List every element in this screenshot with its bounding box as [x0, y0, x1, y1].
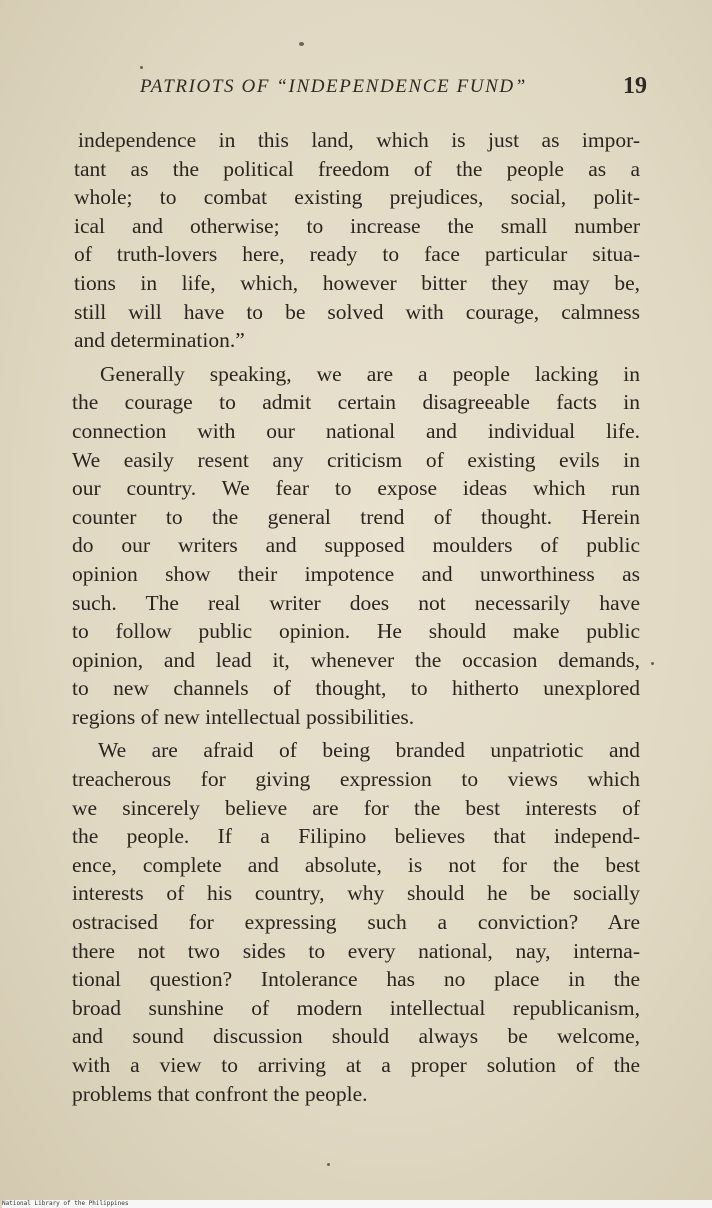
text-line: of truth-lovers here, ready to face particular situa- [74, 242, 640, 267]
page-speck [140, 66, 143, 69]
text-line: interests of his country, why should he be socially [72, 881, 640, 906]
text-line: regions of new intellectual possibilities. [72, 704, 415, 729]
text-line: ostracised for expressing such a conviction? Are [72, 910, 640, 935]
text-line: and determination.” [74, 328, 245, 353]
text-line: Generally speaking, we are a people lacking in [100, 361, 640, 386]
text-line: still will have to be solved with courage, calmness [74, 299, 640, 324]
paragraph-2 [72, 360, 640, 732]
text-line: opinion show their impotence and unworthiness as [72, 561, 640, 586]
text-line: connection with our national and individual life. [72, 418, 640, 443]
text-line: do our writers and supposed moulders of public [72, 533, 640, 558]
page-header [140, 73, 650, 102]
paragraph-3 [72, 736, 640, 1108]
library-credit: National Library of the Philippines [2, 1200, 712, 1208]
text-line: problems that confront the people. [72, 1081, 368, 1106]
text-line: we sincerely believe are for the best interests of [72, 795, 640, 820]
page-number: 19 [623, 73, 647, 99]
text-line: the courage to admit certain disagreeable facts in [72, 390, 640, 415]
text-line: treacherous for giving expression to views which [72, 767, 640, 792]
text-line: to follow public opinion. He should make public [72, 619, 640, 644]
text-line: counter to the general trend of thought. Herein [72, 504, 640, 529]
text-line: whole; to combat existing prejudices, social, polit- [74, 185, 640, 210]
text-line: with a view to arriving at a proper solution of the [72, 1053, 640, 1077]
text-line: We are afraid of being branded unpatriotic and [98, 738, 640, 763]
text-line: tional question? Intolerance has no place in the [72, 967, 640, 992]
page-speck [651, 662, 654, 665]
text-line: independence in this land, which is just as impor- [78, 128, 640, 152]
text-line: the people. If a Filipino believes that independ- [72, 824, 640, 849]
text-line: broad sunshine of modern intellectual republicanism, [72, 995, 640, 1020]
text-line: such. The real writer does not necessarily have [72, 590, 640, 615]
text-line: and sound discussion should always be welcome, [72, 1024, 640, 1049]
text-line: there not two sides to every national, nay, interna- [72, 938, 640, 963]
text-line: to new channels of thought, to hitherto unexplored [72, 676, 640, 701]
running-title: PATRIOTS OF “INDEPENDENCE FUND” [140, 76, 527, 97]
page-speck [299, 42, 304, 46]
text-line: We easily resent any criticism of existing evils in [72, 447, 640, 472]
text-line: tions in life, which, however bitter they may be, [74, 270, 640, 295]
text-line: opinion, and lead it, whenever the occasion demands, [72, 647, 640, 672]
text-line: our country. We fear to expose ideas which run [72, 476, 640, 501]
body-text [72, 126, 640, 1108]
page-speck [327, 1163, 330, 1166]
text-line: tant as the political freedom of the people as a [74, 156, 640, 181]
paragraph-1 [72, 126, 640, 355]
text-line: ical and otherwise; to increase the small number [74, 213, 640, 238]
text-line: ence, complete and absolute, is not for the best [72, 852, 640, 877]
